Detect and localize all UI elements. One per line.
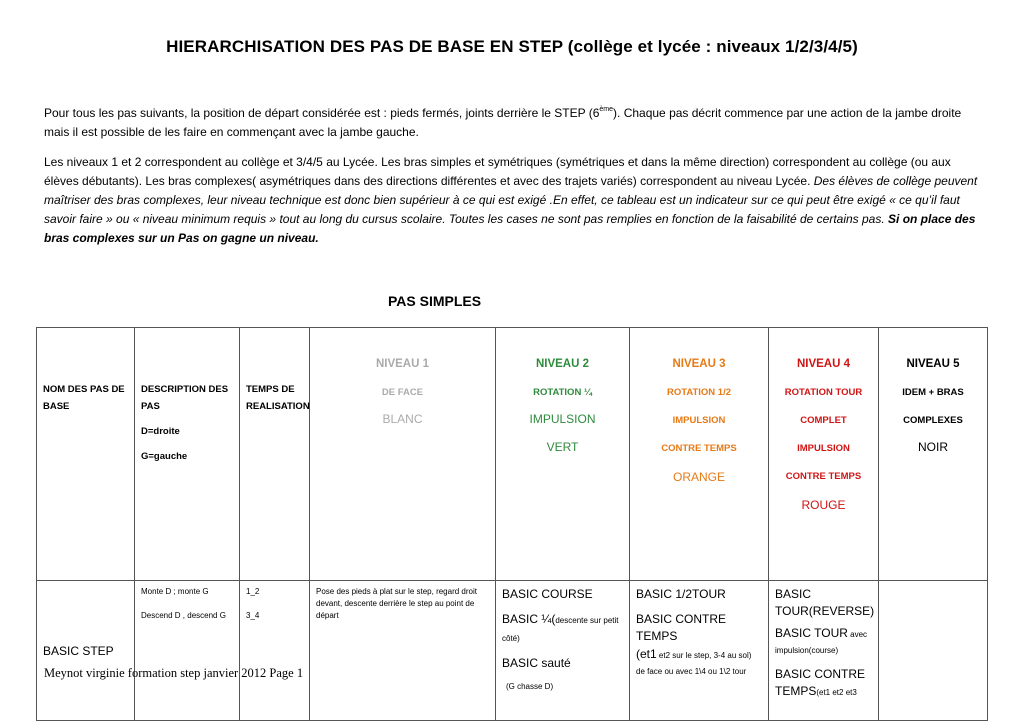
intro-p2-bold-italic: Si on place des bras complexes sur un Pas on gagne un niveau.	[44, 212, 976, 245]
intro-p2-italic: Des élèves de collège peuvent maîtriser des bras complexes, leur niveau technique est donc bien supérieur à ce qui est exigé .En effet, ce tableau est un indicateur sur ce qui peut être exigé « ce qu’il faut savoir faire » ou « niveau minimum requis » tout au long du cursus scolaire. Toutes les cases ne sont pas remplies en fonction de la faisabilité de certains pas.	[44, 174, 978, 226]
row-temps-line-2: 3_4	[246, 611, 260, 620]
table-row	[37, 581, 988, 721]
intro-paragraph-2	[44, 153, 984, 248]
header-temps	[240, 328, 310, 581]
niveau-4-line-4: CONTRE TEMPS	[785, 471, 862, 482]
niveau-4-line-1: ROTATION TOUR	[784, 387, 863, 398]
header-name-line-2: BASE	[43, 401, 70, 412]
header-desc-line-1: DESCRIPTION DES	[141, 384, 229, 395]
row-niveau-1: Pose des pieds à plat sur le step, regard droit devant, descente derrière le step au point de départ	[310, 581, 496, 721]
header-temps-line-1: TEMPS DE	[246, 384, 295, 395]
n4-basic-tour	[775, 626, 872, 658]
document-title: HIERARCHISATION DES PAS DE BASE EN STEP (collège et lycée : niveaux 1/2/3/4/5)	[166, 37, 858, 56]
niveau-1-name: NIVEAU 1	[375, 358, 430, 370]
n3-detail-main: (et1	[636, 647, 657, 661]
n3-contre-temps-detail	[636, 647, 762, 679]
intro-p1-text-b: ). Chaque pas décrit commence par une action de la jambe droite mais il est possible de les faire en commençant avec la jambe gauche.	[44, 106, 962, 139]
niveau-5-line-2: COMPLEXES	[903, 415, 963, 426]
row-niveau-2	[496, 581, 630, 721]
row-niveau-4	[769, 581, 879, 721]
niveau-1-color: BLANC	[382, 412, 423, 426]
n4-basic-tour-small: avec impulsion(course)	[775, 630, 868, 655]
n3-basic-contre-temps: BASIC CONTRE TEMPS	[636, 612, 727, 643]
section-title: PAS SIMPLES	[388, 293, 482, 309]
n2-basic-saute: BASIC sauté	[502, 656, 571, 670]
row-niveau-5	[879, 581, 988, 721]
header-temps-line-2: REALISATION	[246, 401, 310, 412]
niveau-2-line-1: ROTATION ¼	[533, 387, 592, 398]
header-name	[37, 328, 135, 581]
header-niveau-4	[769, 328, 879, 581]
header-droite: D=droite	[141, 426, 180, 437]
intro-paragraph-1	[44, 104, 984, 142]
page-footer: Meynot virginie formation step janvier 2012 Page 1	[44, 666, 304, 680]
intro-p1-superscript: ème	[599, 106, 614, 113]
row-desc-line-1: Monte D ; monte G	[141, 587, 209, 596]
header-gauche: G=gauche	[141, 451, 188, 462]
niveau-3-line-3: CONTRE TEMPS	[661, 443, 737, 454]
niveau-4-line-2: COMPLET	[800, 415, 847, 426]
n2-basic-quarter	[502, 611, 623, 647]
n4-basic-tour-reverse: BASIC TOUR(REVERSE)	[775, 587, 875, 618]
n3-basic-demi-tour: BASIC 1/2TOUR	[636, 587, 726, 601]
n4-basic-tour-main: BASIC TOUR	[775, 626, 848, 640]
steps-table	[36, 327, 988, 721]
niveau-3-color: ORANGE	[672, 470, 725, 484]
n2-basic-quarter-main: BASIC ¼(	[502, 612, 556, 626]
intro-p1-text-a: Pour tous les pas suivants, la position de départ considérée est : pieds fermés, joints derrière le STEP (6	[44, 106, 600, 120]
n4-contre-temps-small: (et1 et2 et3	[816, 688, 857, 697]
header-description	[135, 328, 240, 581]
intro-p2-normal: Les niveaux 1 et 2 correspondent au collège et 3/4/5 au Lycée. Les bras simples et symétriques (symétriques et dans la même direction) correspondent au collège (ou aux élèves débutants). Les bras complexes( asymétriques dans des directions différentes et avec des trajets variés) correspondent au niveau Lycée.	[44, 155, 951, 188]
table-header-row	[37, 328, 988, 581]
header-desc-line-2: PAS	[141, 401, 160, 412]
niveau-3-name: NIVEAU 3	[672, 358, 726, 370]
row-temps-line-1: 1_2	[246, 587, 260, 596]
n4-basic-contre-temps	[775, 666, 872, 701]
niveau-4-name: NIVEAU 4	[796, 358, 851, 370]
n2-chasse: (G chasse D)	[506, 682, 554, 691]
niveau-2-color: VERT	[546, 440, 579, 454]
header-name-line-1: NOM DES PAS DE	[43, 384, 125, 395]
niveau-2-name: NIVEAU 2	[535, 358, 590, 370]
niveau-4-color: ROUGE	[801, 498, 846, 512]
n4-contre-temps-main: BASIC CONTRE TEMPS	[775, 667, 866, 698]
header-niveau-3	[630, 328, 769, 581]
row-niveau-3	[630, 581, 769, 721]
niveau-3-line-1: ROTATION 1/2	[666, 387, 732, 398]
niveau-5-name: NIVEAU 5	[906, 358, 960, 370]
niveau-5-color: NOIR	[918, 440, 948, 454]
n2-basic-course: BASIC COURSE	[502, 587, 593, 601]
niveau-2-impulsion: IMPULSION	[529, 412, 596, 426]
niveau-4-line-3: IMPULSION	[797, 443, 850, 454]
header-niveau-2	[496, 328, 630, 581]
row-temps	[240, 581, 310, 721]
niveau-5-line-1: IDEM + BRAS	[902, 387, 964, 398]
niveau-1-line-1: DE FACE	[381, 387, 424, 398]
n2-basic-quarter-small: descente sur petit côté)	[502, 616, 619, 643]
n3-detail-small: et2 sur le step, 3-4 au sol) de face ou avec 1\4 ou 1\2 tour	[636, 651, 752, 676]
row-name: BASIC STEP	[37, 581, 135, 721]
row-description	[135, 581, 240, 721]
niveau-3-line-2: IMPULSION	[672, 415, 726, 426]
header-niveau-1	[310, 328, 496, 581]
row-desc-line-2: Descend D , descend G	[141, 611, 226, 620]
header-niveau-5	[879, 328, 988, 581]
